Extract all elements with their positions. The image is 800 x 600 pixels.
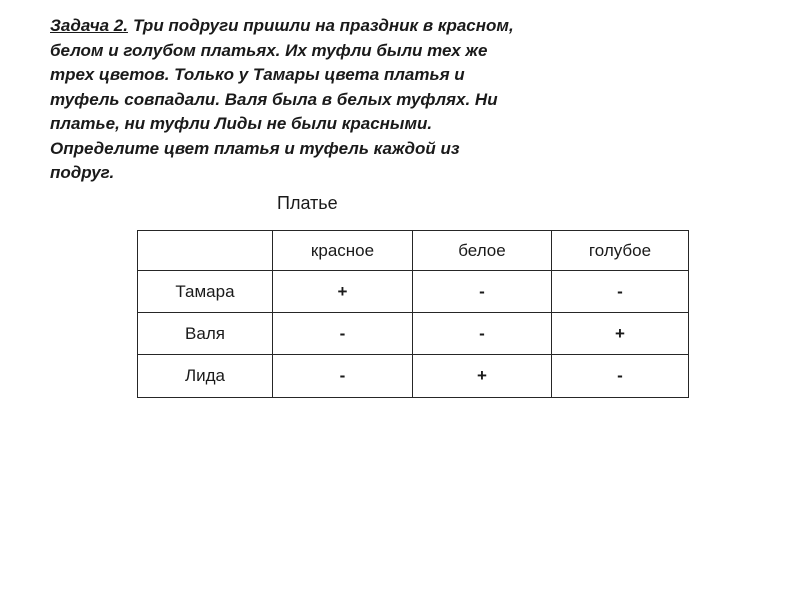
problem-line-1-text: Три подруги пришли на праздник в красном, <box>132 16 514 35</box>
problem-line-5: платье, ни туфли Лиды не были красными. <box>50 114 433 133</box>
problem-line-7: подруг. <box>50 163 115 182</box>
problem-line-1 <box>50 14 514 39</box>
table-title: Платье <box>277 193 338 213</box>
problem-line-6: Определите цвет платья и туфель каждой из <box>50 138 460 158</box>
problem-statement <box>50 14 514 186</box>
problem-line-4: туфель совпадали. Валя была в белых туфлях. Ни <box>50 89 498 109</box>
column-header-red: красное <box>273 231 413 271</box>
mark-valya-blue: + <box>552 313 689 355</box>
table-row-valya <box>138 313 689 355</box>
table-row-tamara <box>138 271 689 313</box>
mark-tamara-white: - <box>413 271 552 313</box>
row-name-lida: Лида <box>138 355 273 398</box>
corner-cell <box>138 231 273 271</box>
mark-tamara-red: + <box>273 271 413 313</box>
mark-lida-blue: - <box>552 355 689 398</box>
problem-line-3: трех цветов. Только у Тамары цвета платья и <box>50 65 465 84</box>
mark-valya-red: - <box>273 313 413 355</box>
row-name-tamara: Тамара <box>138 271 273 313</box>
row-name-valya: Валя <box>138 313 273 355</box>
table-row-lida <box>138 355 689 398</box>
column-header-white: белое <box>413 231 552 271</box>
dress-logic-table <box>137 230 689 398</box>
problem-line-2: белом и голубом платьях. Их туфли были тех же <box>50 40 488 60</box>
mark-lida-white: + <box>413 355 552 398</box>
problem-label: Задача 2. <box>50 16 128 35</box>
column-header-blue: голубое <box>552 231 689 271</box>
header-row <box>138 231 689 271</box>
mark-valya-white: - <box>413 313 552 355</box>
mark-lida-red: - <box>273 355 413 398</box>
mark-tamara-blue: - <box>552 271 689 313</box>
